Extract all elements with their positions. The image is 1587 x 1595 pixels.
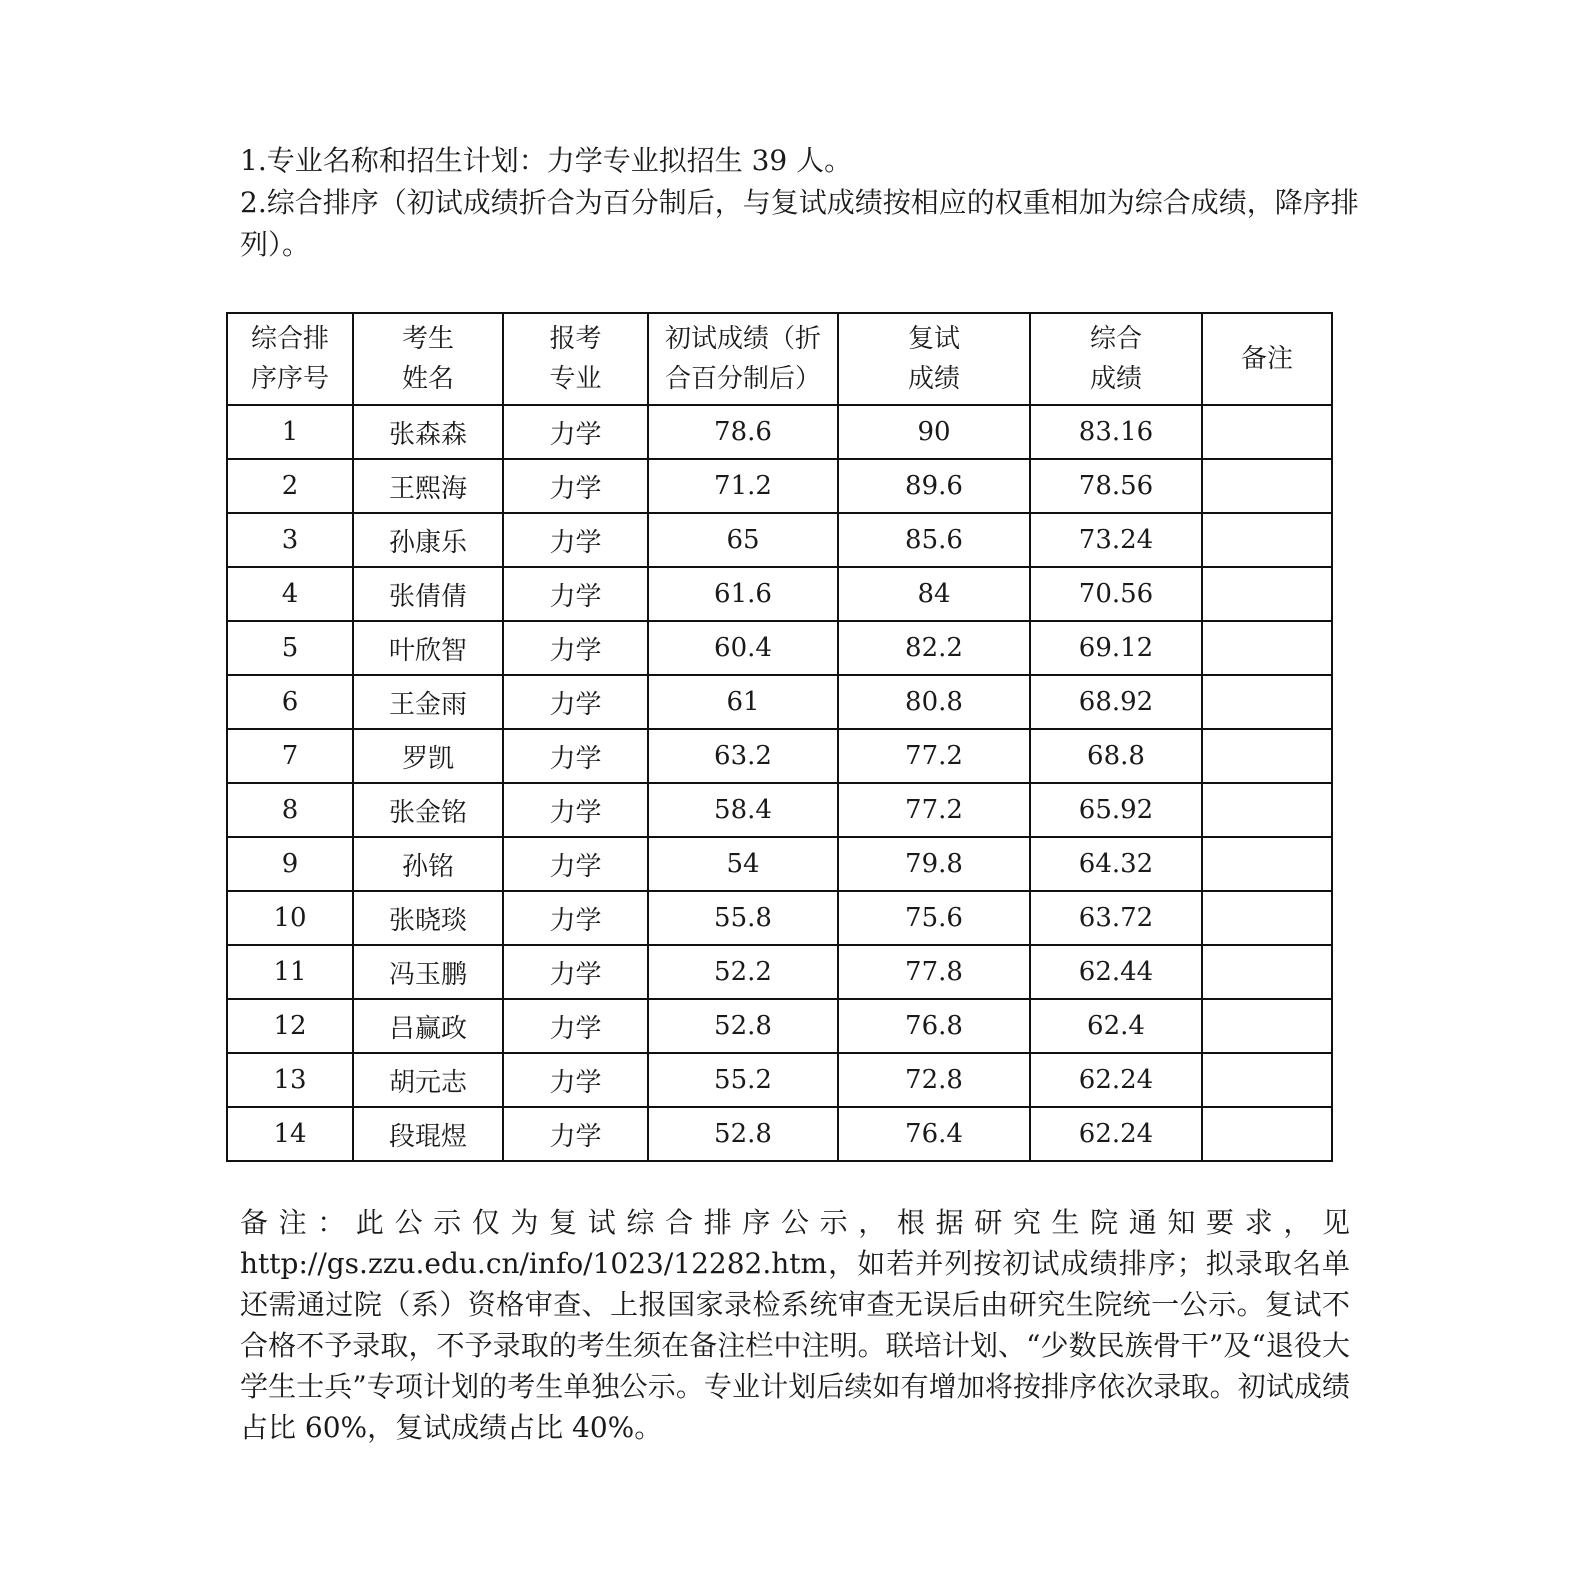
cell-name: 孙康乐 [353,513,503,567]
cell-remark [1202,1107,1332,1161]
cell-total-score: 62.44 [1030,945,1202,999]
header-line-1: 初试成绩（折 [664,324,821,354]
cell-initial-score: 61 [648,675,838,729]
cell-rank: 7 [227,729,353,783]
table-row [227,891,1332,945]
cell-rank: 14 [227,1107,353,1161]
cell-name: 张倩倩 [353,567,503,621]
cell-total-score: 62.24 [1030,1107,1202,1161]
cell-total-score: 69.12 [1030,621,1202,675]
cell-name: 张金铭 [353,783,503,837]
cell-initial-score: 60.4 [648,621,838,675]
cell-rank: 1 [227,405,353,459]
header-initial-score [648,313,838,405]
cell-total-score: 64.32 [1030,837,1202,891]
cell-initial-score: 71.2 [648,459,838,513]
cell-initial-score: 58.4 [648,783,838,837]
cell-major: 力学 [503,675,648,729]
cell-major: 力学 [503,513,648,567]
cell-remark [1202,729,1332,783]
cell-major: 力学 [503,405,648,459]
cell-initial-score: 65 [648,513,838,567]
header-total-score [1030,313,1202,405]
cell-major: 力学 [503,891,648,945]
cell-major: 力学 [503,1053,648,1107]
intro-line-ranking: 2.综合排序（初试成绩折合为百分制后，与复试成绩按相应的权重相加为综合成绩，降序排列）。 [240,186,1359,261]
cell-rank: 9 [227,837,353,891]
header-line-2: 专业 [549,364,602,394]
header-line-1: 备注 [1240,344,1293,374]
cell-retest-score: 82.2 [838,621,1030,675]
cell-rank: 3 [227,513,353,567]
table-row [227,1107,1332,1161]
cell-total-score: 62.4 [1030,999,1202,1053]
table-row [227,837,1332,891]
cell-remark [1202,405,1332,459]
header-line-1: 考生 [401,324,454,354]
cell-remark [1202,999,1332,1053]
cell-rank: 8 [227,783,353,837]
cell-total-score: 65.92 [1030,783,1202,837]
cell-rank: 10 [227,891,353,945]
cell-name: 冯玉鹏 [353,945,503,999]
cell-retest-score: 76.4 [838,1107,1030,1161]
cell-rank: 5 [227,621,353,675]
cell-initial-score: 55.8 [648,891,838,945]
cell-rank: 12 [227,999,353,1053]
cell-initial-score: 61.6 [648,567,838,621]
cell-total-score: 63.72 [1030,891,1202,945]
cell-name: 叶欣智 [353,621,503,675]
header-line-1: 报考 [549,324,602,354]
cell-major: 力学 [503,729,648,783]
cell-rank: 6 [227,675,353,729]
header-line-2: 序序号 [250,364,329,394]
cell-rank: 13 [227,1053,353,1107]
cell-remark [1202,891,1332,945]
cell-remark [1202,783,1332,837]
cell-remark [1202,675,1332,729]
cell-retest-score: 85.6 [838,513,1030,567]
cell-name: 王金雨 [353,675,503,729]
cell-major: 力学 [503,567,648,621]
cell-remark [1202,1053,1332,1107]
header-remark [1202,313,1332,405]
cell-major: 力学 [503,999,648,1053]
cell-name: 吕赢政 [353,999,503,1053]
cell-retest-score: 75.6 [838,891,1030,945]
cell-remark [1202,459,1332,513]
cell-initial-score: 52.8 [648,999,838,1053]
table-row [227,675,1332,729]
intro-section [240,140,1360,266]
table-row [227,999,1332,1053]
cell-total-score: 83.16 [1030,405,1202,459]
header-line-1: 复试 [907,324,960,354]
cell-name: 段琨煜 [353,1107,503,1161]
cell-major: 力学 [503,459,648,513]
header-line-1: 综合排 [250,324,329,354]
header-line-1: 综合 [1089,324,1142,354]
header-line-2: 成绩 [907,364,960,394]
cell-major: 力学 [503,621,648,675]
cell-name: 张晓琰 [353,891,503,945]
header-rank [227,313,353,405]
cell-retest-score: 76.8 [838,999,1030,1053]
cell-major: 力学 [503,837,648,891]
cell-rank: 4 [227,567,353,621]
cell-name: 张森森 [353,405,503,459]
table-row [227,405,1332,459]
header-row [227,313,1332,405]
cell-remark [1202,945,1332,999]
cell-retest-score: 72.8 [838,1053,1030,1107]
cell-rank: 11 [227,945,353,999]
cell-initial-score: 52.2 [648,945,838,999]
table-row [227,729,1332,783]
cell-total-score: 68.92 [1030,675,1202,729]
header-line-2: 姓名 [401,364,454,394]
header-line-2: 合百分制后） [664,364,821,394]
table-row [227,945,1332,999]
cell-retest-score: 90 [838,405,1030,459]
cell-name: 王熙海 [353,459,503,513]
table-row [227,459,1332,513]
cell-retest-score: 84 [838,567,1030,621]
intro-line-plan: 1.专业名称和招生计划：力学专业拟招生 39 人。 [240,144,853,177]
header-retest-score [838,313,1030,405]
cell-retest-score: 80.8 [838,675,1030,729]
cell-initial-score: 78.6 [648,405,838,459]
table-row [227,513,1332,567]
cell-major: 力学 [503,945,648,999]
cell-name: 罗凯 [353,729,503,783]
cell-remark [1202,621,1332,675]
ranking-table [226,312,1333,1162]
table-header [227,313,1332,405]
cell-major: 力学 [503,783,648,837]
remarks-paragraph: 备注：此公示仅为复试综合排序公示，根据研究生院通知要求，见 http://gs.zzu.edu.cn/info/1023/12282.htm，如若并列按初试成绩排序；拟录取名单还需通过院（系）资格审查、上报国家录检系统审查无误后由研究生院统一公示。复试不合格不予录取，不予录取的考生须在备注栏中注明。联培计划、“少数民族骨干”及“退役大学生士兵”专项计划的考生单独公示。专业计划后续如有增加将按排序依次录取。初试成绩占比 60%，复试成绩占比 40%。 [240,1206,1350,1444]
header-name [353,313,503,405]
cell-initial-score: 52.8 [648,1107,838,1161]
cell-retest-score: 79.8 [838,837,1030,891]
cell-rank: 2 [227,459,353,513]
cell-initial-score: 63.2 [648,729,838,783]
cell-total-score: 68.8 [1030,729,1202,783]
cell-name: 胡元志 [353,1053,503,1107]
cell-retest-score: 77.2 [838,783,1030,837]
cell-total-score: 62.24 [1030,1053,1202,1107]
cell-remark [1202,567,1332,621]
table-row [227,621,1332,675]
cell-total-score: 78.56 [1030,459,1202,513]
table-body [227,405,1332,1161]
cell-major: 力学 [503,1107,648,1161]
cell-remark [1202,513,1332,567]
cell-remark [1202,837,1332,891]
header-line-2: 成绩 [1089,364,1142,394]
cell-retest-score: 77.2 [838,729,1030,783]
cell-total-score: 70.56 [1030,567,1202,621]
cell-initial-score: 55.2 [648,1053,838,1107]
header-major [503,313,648,405]
cell-retest-score: 89.6 [838,459,1030,513]
cell-name: 孙铭 [353,837,503,891]
cell-retest-score: 77.8 [838,945,1030,999]
table-row [227,567,1332,621]
table-row [227,783,1332,837]
table-row [227,1053,1332,1107]
cell-initial-score: 54 [648,837,838,891]
cell-total-score: 73.24 [1030,513,1202,567]
